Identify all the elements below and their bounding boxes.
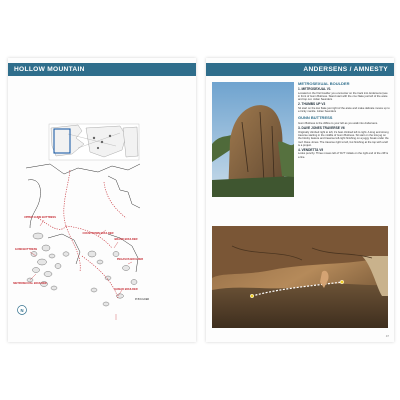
route-title: 2. THUMBS UP V3 xyxy=(298,102,326,107)
route-description: Looks punchy. Three moves left of 'DJT' initials on the right end of the cliff is a line. xyxy=(298,152,389,159)
label-gonad-boulder: GONAD BOULDER xyxy=(114,288,138,291)
label-pi-boulder: Pi BOULDER xyxy=(134,298,150,301)
boulder-field xyxy=(27,233,137,306)
boulder-photo xyxy=(212,82,294,197)
right-page xyxy=(206,58,394,342)
section-title-metrosexual: METROSEXUAL BOULDER xyxy=(298,82,350,86)
route-title: 3. DAVE JONES TRAVERSE V6 xyxy=(298,125,345,130)
route-title: 4. VENDETTA V9 xyxy=(298,147,324,152)
route-description: Sit start on the low flake just right of the arete and make delicate moves up to a tricky mantle. Julian Saunders xyxy=(298,106,390,114)
label-pegasus-boulder: PEGASUS BOULDER xyxy=(116,258,144,261)
label-gunn-buttress: GUNN BUTTRESS xyxy=(14,248,38,251)
section-title-gunn-buttress: GUNN BUTTRESS xyxy=(298,115,333,121)
area-map xyxy=(8,58,196,342)
left-page xyxy=(8,58,196,342)
cave-traverse-photo xyxy=(212,226,388,328)
label-metrosexual-boulder: METROSEXUAL BOULDER xyxy=(13,282,47,285)
label-countdown-boulder: COUNTDOWN BOULDER xyxy=(82,232,114,235)
route-description: Originally climbed right to left, it's best climbed left to right. A long and strong traverse starting in the middle of Gunn Buttress. Sit start on the low jug on the blocky feature and traverse left-right finishing on a juggy break under the roof. Dave Jones. The traverse right to left, but finishing at the top with a left is a project. xyxy=(298,130,389,147)
left-page-header: HOLLOW MOUNTAIN xyxy=(8,63,196,76)
overview-locator-map xyxy=(49,124,139,160)
north-icon: N xyxy=(20,308,24,313)
route-title: 1. METROSEXUAL V1 xyxy=(298,87,331,92)
label-brand-boulder: BRAND BOULDER xyxy=(114,238,138,241)
route-description: Located on the first boulder you encounter on the track into Andersens (see in front of Gunn Buttress. Stand start with the crux flake just left of the arete and top out. Julian Saunders xyxy=(298,91,388,102)
label-upper-gunn-buttress: UPPER GUNN BUTTRESS xyxy=(24,216,56,219)
section-intro: Gunn Buttress is the clifline to your left as you walk into Andersens. xyxy=(298,122,378,126)
route-descriptions xyxy=(298,82,390,224)
right-page-header: ANDERSENS / AMNESTY xyxy=(206,63,394,76)
north-arrow xyxy=(18,306,27,315)
right-page-number: 47 xyxy=(385,334,389,338)
callout-lines xyxy=(30,220,132,320)
